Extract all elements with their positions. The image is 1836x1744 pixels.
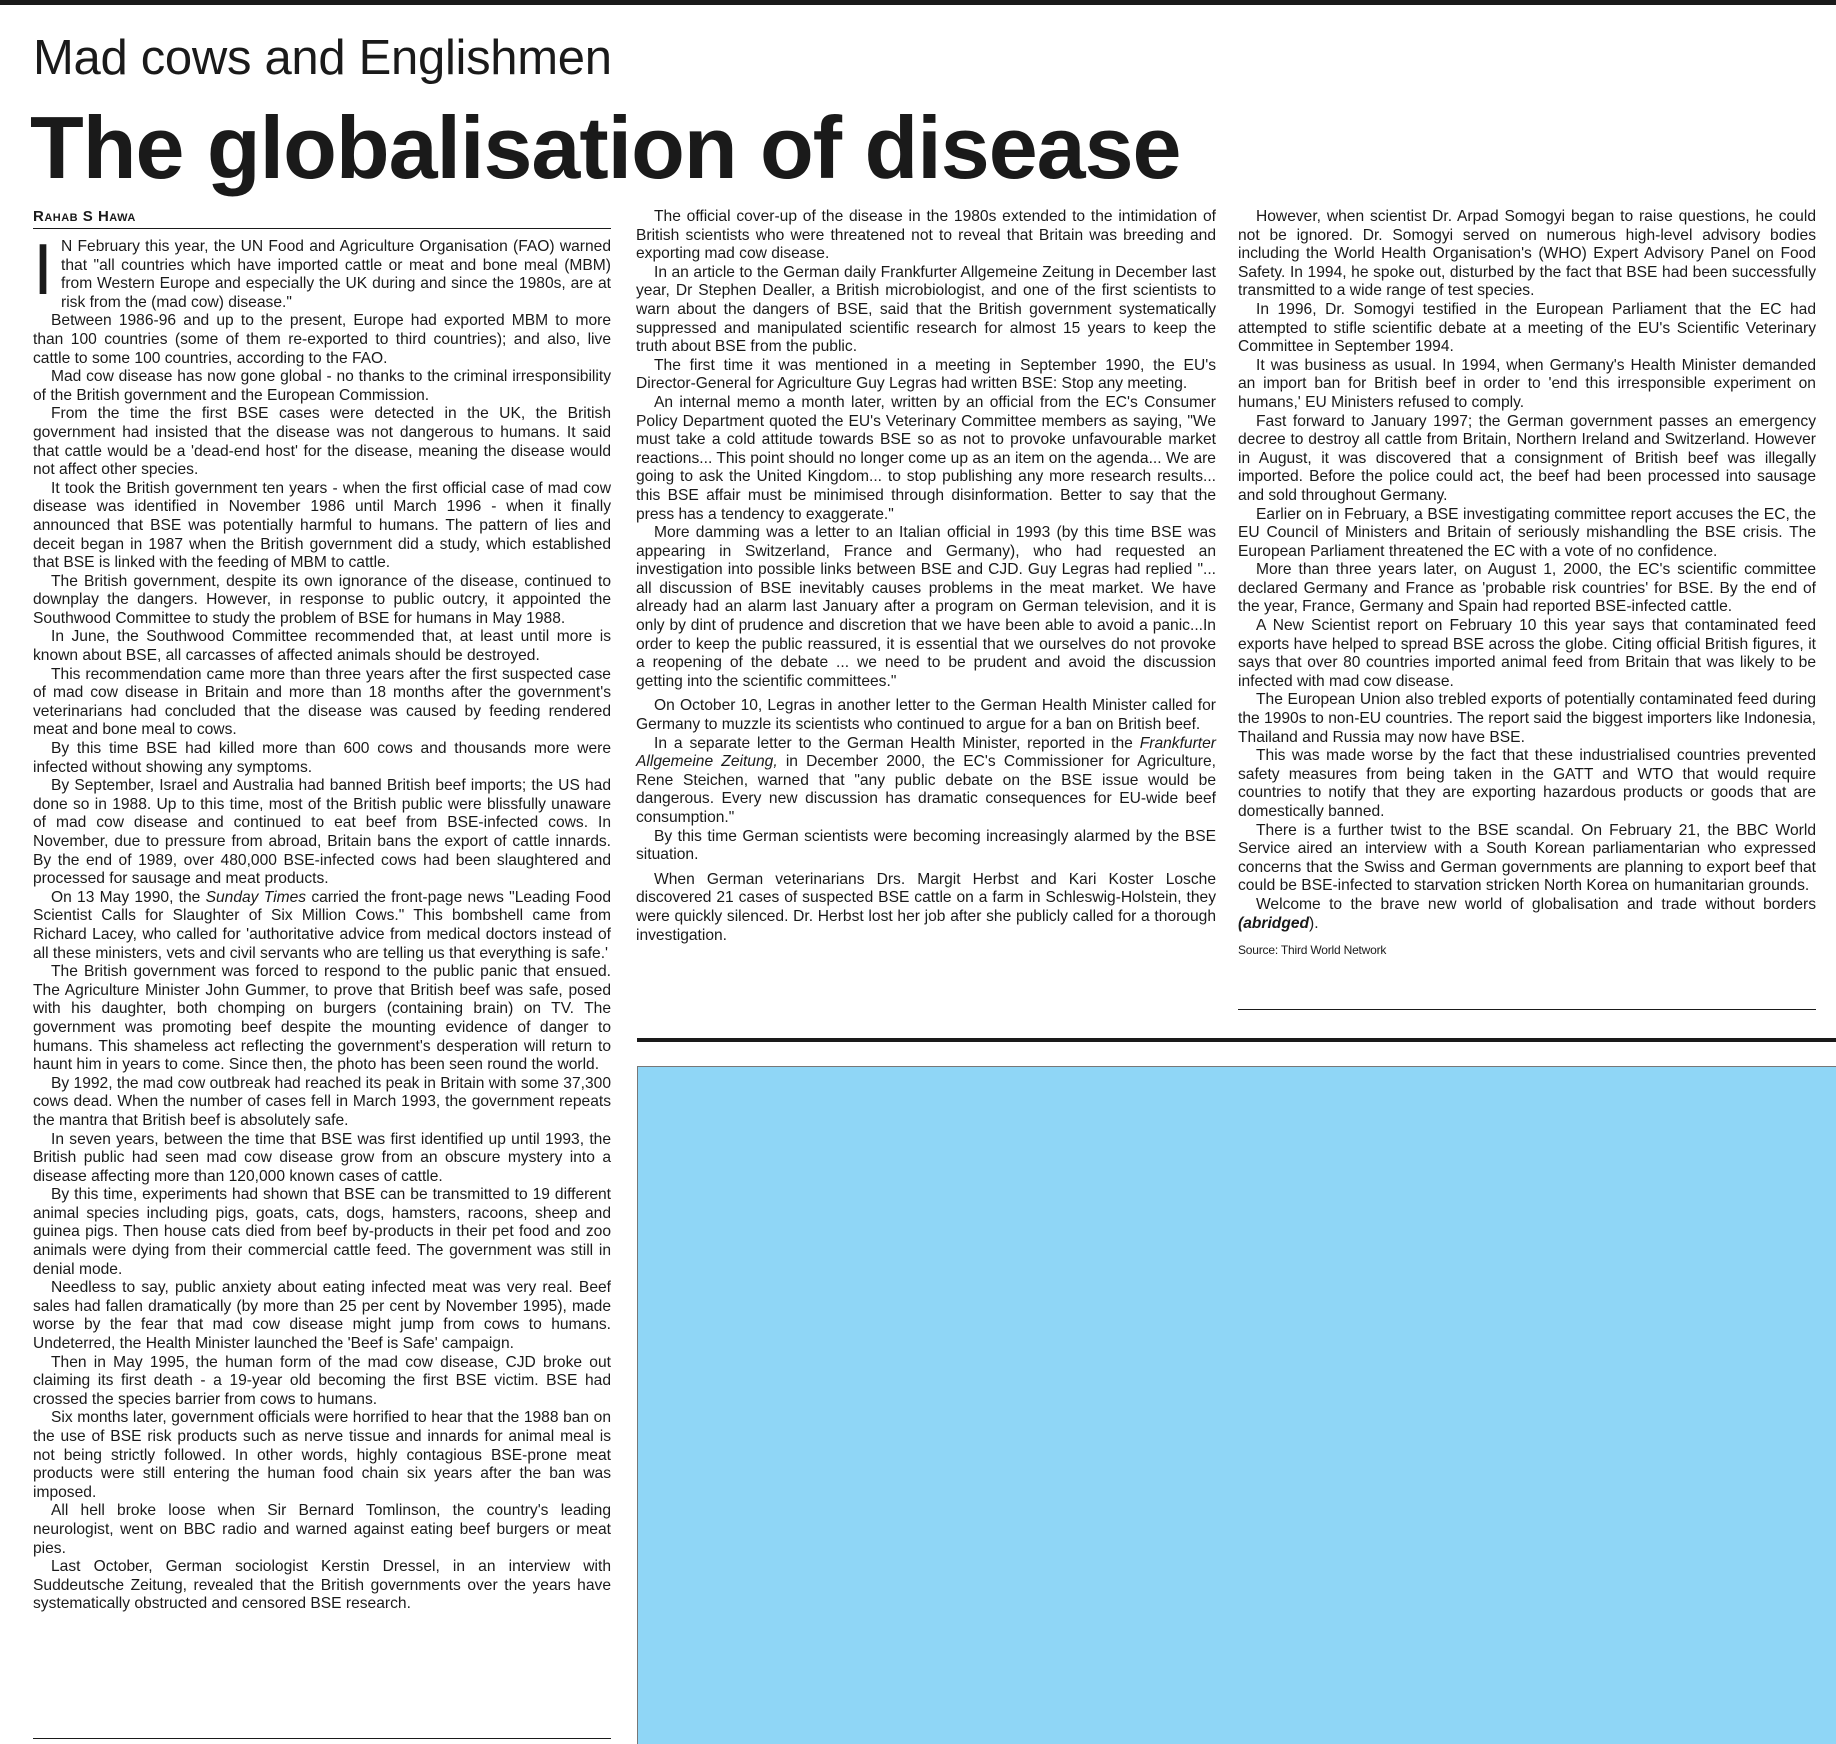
advert-placeholder-box [637, 1066, 1836, 1744]
paragraph: In an article to the German daily Frankfurter Allgemeine Zeitung in December last year, Dr Stephen Dealler, a British microbiologist, and one of the first scientists to warn about the dangers of BSE, said that the British government systematically suppressed and manipulated scientific research for almost 15 years to keep the truth about BSE from the public. [636, 263, 1216, 356]
column-1 [33, 208, 611, 1614]
paragraph: When German veterinarians Drs. Margit Herbst and Kari Koster Losche discovered 21 cases of suspected BSE cattle on a farm in Schleswig-Holstein, they were quickly silenced. Dr. Herbst lost her job after she publicly called for a thorough investigation. [636, 870, 1216, 944]
paragraph: All hell broke loose when Sir Bernard Tomlinson, the country's leading neurologist, went on BBC radio and warned against eating beef burgers or meat pies. [33, 1502, 611, 1557]
paragraph: Needless to say, public anxiety about eating infected meat was very real. Beef sales had fallen dramatically (by more than 25 per cent by November 1995), made worse by the fear that mad cow disease might jump from cows to humans. Undeterred, the Health Minister launched the 'Beef is Safe' campaign. [33, 1279, 611, 1353]
paragraph: More damming was a letter to an Italian official in 1993 (by this time BSE was appearing in Switzerland, France and Germany), who had requested an investigation into possible links between BSE and CJD. Guy Legras had replied "... all discussion of BSE inevitably causes problems in the meat market. We have already had an alarm last January after a program on German television, and it is only by dint of prudence and discretion that we have been able to avoid a panic...In order to keep the public reassured, it is essential that we ourselves do not provoke a reopening of the debate ... we need to be prudent and avoid the discussion getting into the scientific committees." [636, 524, 1216, 690]
paragraph: The official cover-up of the disease in the 1980s extended to the intimidation of British scientists who were threatened not to reveal that Britain was breeding and exporting mad cow disease. [636, 208, 1216, 263]
drop-cap: I [33, 230, 54, 310]
paragraph: In seven years, between the time that BSE was first identified up until 1993, the British public had seen mad cow disease grow from an obscure mystery into a disease affecting more than 120,000 known cases of cattle. [33, 1130, 611, 1185]
paragraph: The British government, despite its own ignorance of the disease, continued to downplay the dangers. However, in response to public outcry, it appointed the Southwood Committee to study the problem of BSE for humans in May 1988. [33, 572, 611, 627]
paragraph: In a separate letter to the German Health Minister, reported in the Frankfurter Allgemeine Zeitung, in December 2000, the EC's Commissioner for Agriculture, Rene Steichen, warned that "any public debate on the BSE issue would be dangerous. Every new discussion has dramatic consequences for EU-wide beef consumption." [636, 734, 1216, 826]
paragraph: Six months later, government officials were horrified to hear that the 1988 ban on the use of BSE risk products such as nerve tissue and innards for animal meal is not being strictly followed. In other words, highly contagious BSE-prone meat products were still entering the human food chain six years after the ban was imposed. [33, 1409, 611, 1501]
paragraph: Fast forward to January 1997; the German government passes an emergency decree to destroy all cattle from Britain, Northern Ireland and Switzerland. However in August, it was discovered that a consignment of British beef was illegally imported. Before the police could act, the beef had been processed into sausage and sold throughout Germany. [1238, 412, 1816, 504]
paragraph: By 1992, the mad cow outbreak had reached its peak in Britain with some 37,300 cows dead. When the number of cases fell in March 1993, the government repeats the mantra that British beef is absolutely safe. [33, 1074, 611, 1129]
paragraph: On 13 May 1990, the Sunday Times carried the front-page news "Leading Food Scientist Calls for Slaughter of Six Million Cows." This bombshell came from Richard Lacey, who called for 'authoritative advice from medical doctors instead of all these ministers, vets and civil servants who are telling us that everything is safe.' [33, 888, 612, 962]
paragraph: Earlier on in February, a BSE investigating committee report accuses the EC, the EU Council of Ministers and Britain of seriously mishandling the BSE crisis. The European Parliament threatened the EC with a vote of no confidence. [1238, 505, 1816, 560]
lead-paragraph: I N February this year, the UN Food and Agriculture Organisation (FAO) warned that "all countries which have imported cattle or meat and bone meal (MBM) from Western Europe and especially the UK during and since the 1980s, are at risk from the (mad cow) disease." [33, 230, 611, 311]
paragraph: Between 1986-96 and up to the present, Europe had exported MBM to more than 100 countries (some of them re-exported to third countries); and also, live cattle to some 100 countries, according to the FAO. [33, 312, 611, 367]
paragraph: Last October, German sociologist Kerstin Dressel, in an interview with Suddeutsche Zeitung, revealed that the British governments over the years have systematically obstructed and censored BSE research. [33, 1558, 611, 1613]
byline: Rahab S Hawa [33, 208, 611, 229]
paragraph: It was business as usual. In 1994, when Germany's Health Minister demanded an import ban for British beef in order to 'end this irresponsible experiment on humans,' EU Ministers refused to comply. [1238, 356, 1816, 411]
paragraph: This recommendation came more than three years after the first suspected case of mad cow disease in Britain and more than 18 months after the government's veterinarians had concluded that the disease was caused by feeding rendered meat and bone meal to cows. [33, 665, 611, 739]
section-divider [637, 1038, 1836, 1042]
column-3-bottom-rule [1238, 1009, 1816, 1010]
paragraph: On October 10, Legras in another letter to the German Health Minister called for Germany to muzzle its scientists who continued to argue for a ban on British beef. [636, 697, 1216, 734]
paragraph: A New Scientist report on February 10 this year says that contaminated feed exports have helped to spread BSE across the globe. Citing official British figures, it says that over 80 countries imported animal feed from Britain that was likely to be infected with mad cow disease. [1238, 617, 1816, 690]
top-rule [0, 0, 1836, 5]
kicker: Mad cows and Englishmen [33, 31, 612, 85]
paragraph: In June, the Southwood Committee recommended that, at least until more is known about BSE, all carcasses of affected animals should be destroyed. [33, 628, 611, 665]
column-2 [636, 208, 1216, 945]
column-3 [1238, 208, 1816, 960]
paragraph: The British government was forced to respond to the public panic that ensued. The Agriculture Minister John Gummer, to prove that British beef was safe, posed with his daughter, both chomping on burgers (containing brain) on TV. The government was promoting beef despite the mounting evidence of danger to humans. This shameless act reflecting the government's desperation will return to haunt him in years to come. Since then, the photo has been seen round the world. [33, 963, 611, 1074]
paragraph: The European Union also trebled exports of potentially contaminated feed during the 1990s to non-EU countries. The report said the biggest importers like Indonesia, Thailand and Russia may now have BSE. [1238, 691, 1816, 746]
paragraph: It took the British government ten years - when the first official case of mad cow disease was identified in November 1986 until March 1996 - when it finally announced that BSE was potentially harmful to humans. The pattern of lies and deceit began in 1987 when the British government did a study, which established that BSE is linked with the feeding of MBM to cattle. [33, 479, 611, 572]
paragraph: Then in May 1995, the human form of the mad cow disease, CJD broke out claiming its first death - a 19-year old becoming the first BSE victim. BSE had crossed the species barrier from cows to humans. [33, 1353, 611, 1408]
column-1-bottom-rule [33, 1738, 611, 1739]
paragraph: By September, Israel and Australia had banned British beef imports; the US had done so in 1988. Up to this time, most of the British public were blissfully unaware of mad cow disease and continued to eat beef from BSE-infected cows. In November, due to pressure from abroad, Britain bans the export of cattle innards. By the end of 1989, over 480,000 BSE-infected cows had been slaughtered and processed for sausage and meat products. [33, 777, 611, 888]
paragraph: In 1996, Dr. Somogyi testified in the European Parliament that the EC had attempted to stifle scientific debate at a meeting of the EU's Scientific Veterinary Committee in September 1994. [1238, 300, 1816, 356]
paragraph: By this time, experiments had shown that BSE can be transmitted to 19 different animal species including pigs, goats, cats, dogs, hamsters, racoons, sheep and guinea pigs. Then house cats died from beef by-products in their pet food and zoo animals were dying from their commercial cattle feed. The government was still in denial mode. [33, 1186, 611, 1278]
paragraph: An internal memo a month later, written by an official from the EC's Consumer Policy Department quoted the EU's Veterinary Committee members as saying, "We must take a cold attitude towards BSE so as not to provoke unfavourable market reactions... This point should no longer come up as an item on the agenda... We are going to ask the United Kingdom... to stop publishing any more research results... this BSE affair must be minimised through disinformation. Better to say that the press has a tendency to exaggerate." [636, 393, 1216, 523]
paragraph: By this time BSE had killed more than 600 cows and thousands more were infected without showing any symptoms. [33, 740, 611, 776]
paragraph: More than three years later, on August 1, 2000, the EC's scientific committee declared Germany and France as 'probable risk countries' for BSE. By the end of the year, France, Germany and Spain had reported BSE-infected cattle. [1238, 561, 1816, 616]
paragraph: This was made worse by the fact that these industrialised countries prevented safety measures from being taken in the GATT and WTO that would require countries to notify that they are exporting hazardous products or goods that are domestically banned. [1238, 747, 1816, 820]
paragraph: Welcome to the brave new world of globalisation and trade without borders (abridged). [1238, 895, 1816, 932]
paragraph: By this time German scientists were becoming increasingly alarmed by the BSE situation. [636, 827, 1216, 864]
paragraph: From the time the first BSE cases were detected in the UK, the British government had insisted that the disease was not dangerous to humans. It said that cattle would be a 'dead-end host' for the disease, meaning the disease would not affect other species. [33, 405, 611, 479]
paragraph: There is a further twist to the BSE scandal. On February 21, the BBC World Service aired an interview with a South Korean parliamentarian who expressed concerns that the Swiss and German governments are planning to export beef that could be BSE-infected to starvation stricken North Korea on humanitarian grounds. [1238, 821, 1816, 895]
headline: The globalisation of disease [30, 98, 1181, 197]
paragraph: The first time it was mentioned in a meeting in September 1990, the EU's Director-General for Agriculture Guy Legras had written BSE: Stop any meeting. [636, 356, 1216, 393]
paragraph: Mad cow disease has now gone global - no thanks to the criminal irresponsibility of the British government and the European Commission. [33, 368, 611, 404]
source-credit: Source: Third World Network [1238, 943, 1387, 958]
paragraph: However, when scientist Dr. Arpad Somogyi began to raise questions, he could not be ignored. Dr. Somogyi served on numerous high-level advisory bodies including the World Health Organisation's (WHO) Expert Advisory Panel on Food Safety. In 1994, he spoke out, disturbed by the fact that BSE had been successfully transmitted to a wide range of test species. [1238, 208, 1816, 300]
